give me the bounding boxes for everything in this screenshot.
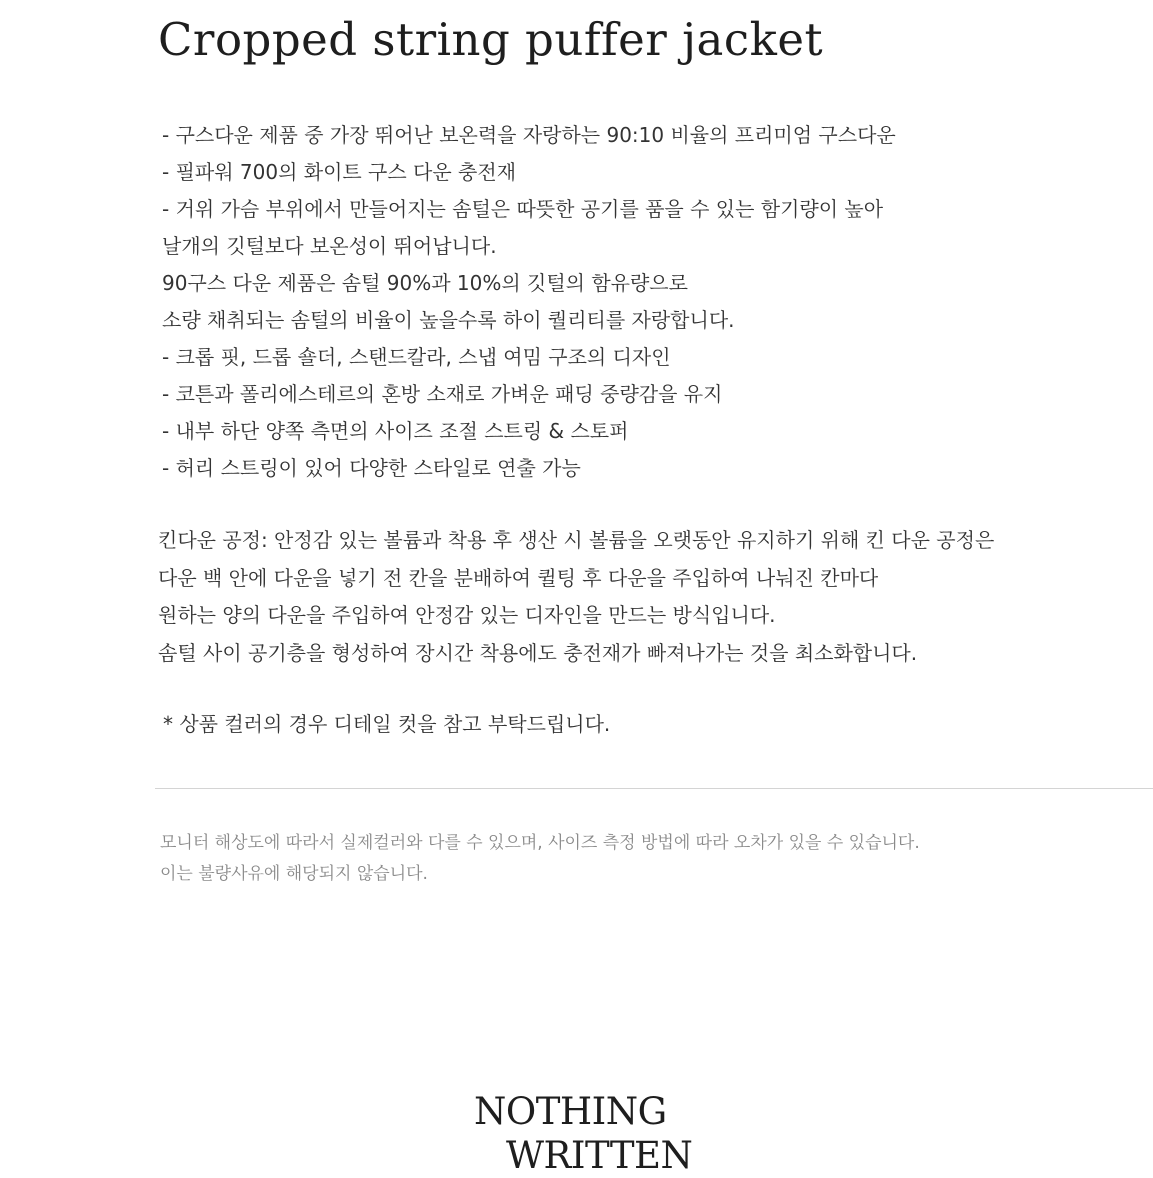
feature-item: 날개의 깃털보다 보온성이 뛰어납니다. [162,234,497,258]
feature-item: 소량 채취되는 솜털의 비율이 높을수록 하이 퀄리티를 자랑합니다. [162,308,735,332]
disclaimer [160,828,920,890]
feature-list [162,117,896,487]
feature-item: - 내부 하단 양쪽 측면의 사이즈 조절 스트링 & 스토퍼 [162,419,629,443]
product-title: Cropped string puffer jacket [158,13,824,66]
process-line: 킨다운 공정: 안정감 있는 볼륨과 착용 후 생산 시 볼륨을 오랫동안 유지하기 위해 킨 다운 공정은 [158,528,995,552]
section-divider [155,788,1153,789]
process-line: 솜털 사이 공기층을 형성하여 장시간 착용에도 충전재가 빠져나가는 것을 최소화합니다. [158,640,918,665]
process-line: 다운 백 안에 다운을 넣기 전 칸을 분배하여 퀼팅 후 다운을 주입하여 나눠진 칸마다 [158,565,879,590]
feature-item: - 거위 가슴 부위에서 만들어지는 솜털은 따뜻한 공기를 품을 수 있는 함기량이 높아 [162,197,884,221]
down-process-description [158,522,994,672]
color-note: * 상품 컬러의 경우 디테일 컷을 참고 부탁드립니다. [163,712,611,736]
feature-item: - 코튼과 폴리에스테르의 혼방 소재로 가벼운 패딩 중량감을 유지 [162,382,723,406]
brand-logo [474,1090,724,1177]
feature-item: - 구스다운 제품 중 가장 뛰어난 보온력을 자랑하는 90:10 비율의 프리미엄 구스다운 [162,123,896,147]
feature-item: - 허리 스트링이 있어 다양한 스타일로 연출 가능 [162,456,581,480]
brand-logo-line: WRITTEN [506,1134,693,1177]
feature-item: - 크롭 핏, 드롭 숄더, 스탠드칼라, 스냅 여밈 구조의 디자인 [162,345,671,369]
disclaimer-line: 모니터 해상도에 따라서 실제컬러와 다를 수 있으며, 사이즈 측정 방법에 따라 오차가 있을 수 있습니다. [160,833,920,853]
feature-item: - 필파워 700의 화이트 구스 다운 충전재 [162,160,517,184]
disclaimer-line: 이는 불량사유에 해당되지 않습니다. [160,864,428,884]
feature-item: 90구스 다운 제품은 솜털 90%과 10%의 깃털의 함유량으로 [162,271,688,295]
brand-logo-line: NOTHING [474,1090,667,1133]
process-line: 원하는 양의 다운을 주입하여 안정감 있는 디자인을 만드는 방식입니다. [158,603,776,627]
